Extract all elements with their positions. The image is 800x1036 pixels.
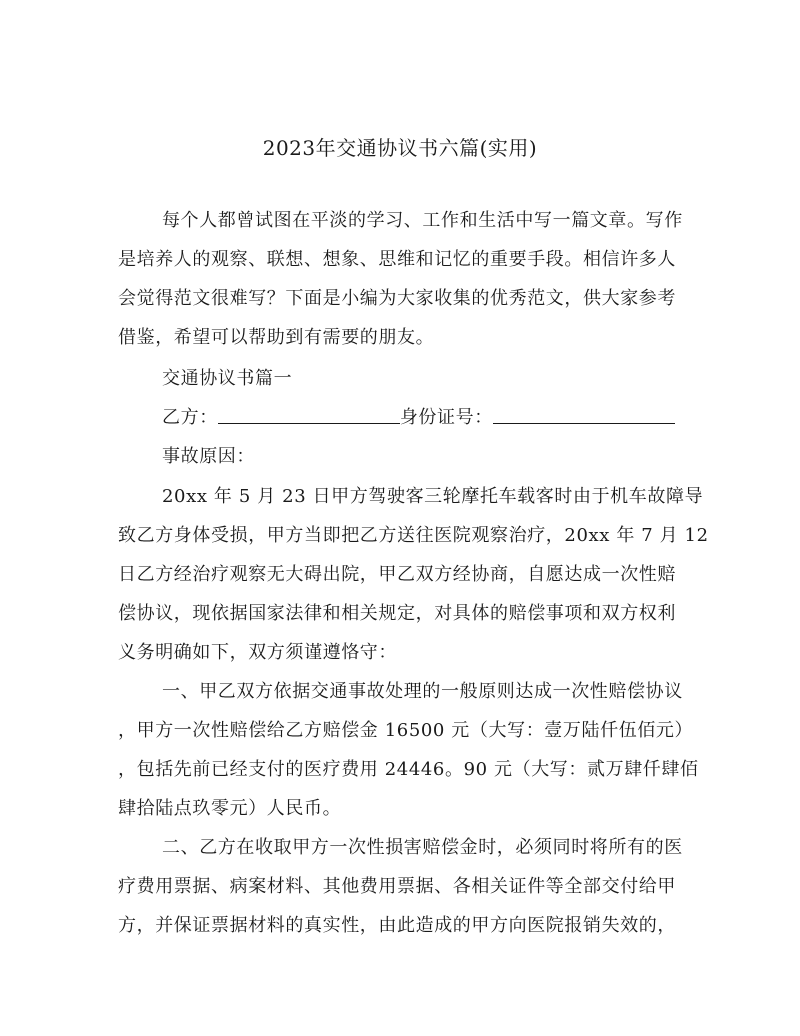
accident-line: 20xx 年 5 月 23 日甲方驾驶客三轮摩托车载客时由于机车故障导: [162, 486, 704, 507]
clause-one-line: ，包括先前已经支付的医疗费用 24446。90 元（大写：贰万肆仟肆佰: [118, 759, 699, 780]
intro-line: 借鉴，希望可以帮助到有需要的朋友。: [118, 327, 435, 348]
clause-two-line: 方，并保证票据材料的真实性，由此造成的甲方向医院报销失效的，: [118, 915, 676, 936]
section-heading: 交通协议书篇一: [162, 368, 293, 389]
accident-line: 日乙方经治疗观察无大碍出院，甲乙双方经协商，自愿达成一次性赔: [118, 564, 676, 585]
intro-line: 每个人都曾试图在平淡的学习、工作和生活中写一篇文章。写作: [162, 210, 683, 231]
party-b-row: [162, 405, 675, 431]
clause-two-line: 疗费用票据、病案材料、其他费用票据、各相关证件等全部交付给甲: [118, 876, 676, 897]
accident-cause-label: 事故原因：: [162, 446, 255, 467]
clause-two-line: 二、乙方在收取甲方一次性损害赔偿金时，必须同时将所有的医: [162, 837, 683, 858]
id-number-label: 身份证号：: [399, 407, 493, 428]
document-title: 2023年交通协议书六篇(实用): [262, 136, 538, 160]
clause-one-line: 一、甲乙双方依据交通事故处理的一般原则达成一次性赔偿协议: [162, 681, 683, 702]
id-number-blank: [493, 405, 675, 424]
intro-line: 会觉得范文很难写？下面是小编为大家收集的优秀范文，供大家参考: [118, 288, 676, 309]
clause-one-line: 肆拾陆点玖零元）人民币。: [118, 798, 342, 819]
accident-line: 义务明确如下，双方须谨遵恪守：: [118, 642, 397, 663]
party-b-blank: [218, 405, 400, 424]
intro-line: 是培养人的观察、联想、想象、思维和记忆的重要手段。相信许多人: [118, 249, 676, 270]
accident-line: 致乙方身体受损，甲方当即把乙方送往医院观察治疗，20xx 年 7 月 12: [118, 525, 709, 546]
accident-line: 偿协议，现依据国家法律和相关规定，对具体的赔偿事项和双方权利: [118, 603, 676, 624]
party-b-label: 乙方：: [162, 407, 218, 428]
clause-one-line: ，甲方一次性赔偿给乙方赔偿金 16500 元（大写：壹万陆仟伍佰元）: [118, 720, 694, 741]
